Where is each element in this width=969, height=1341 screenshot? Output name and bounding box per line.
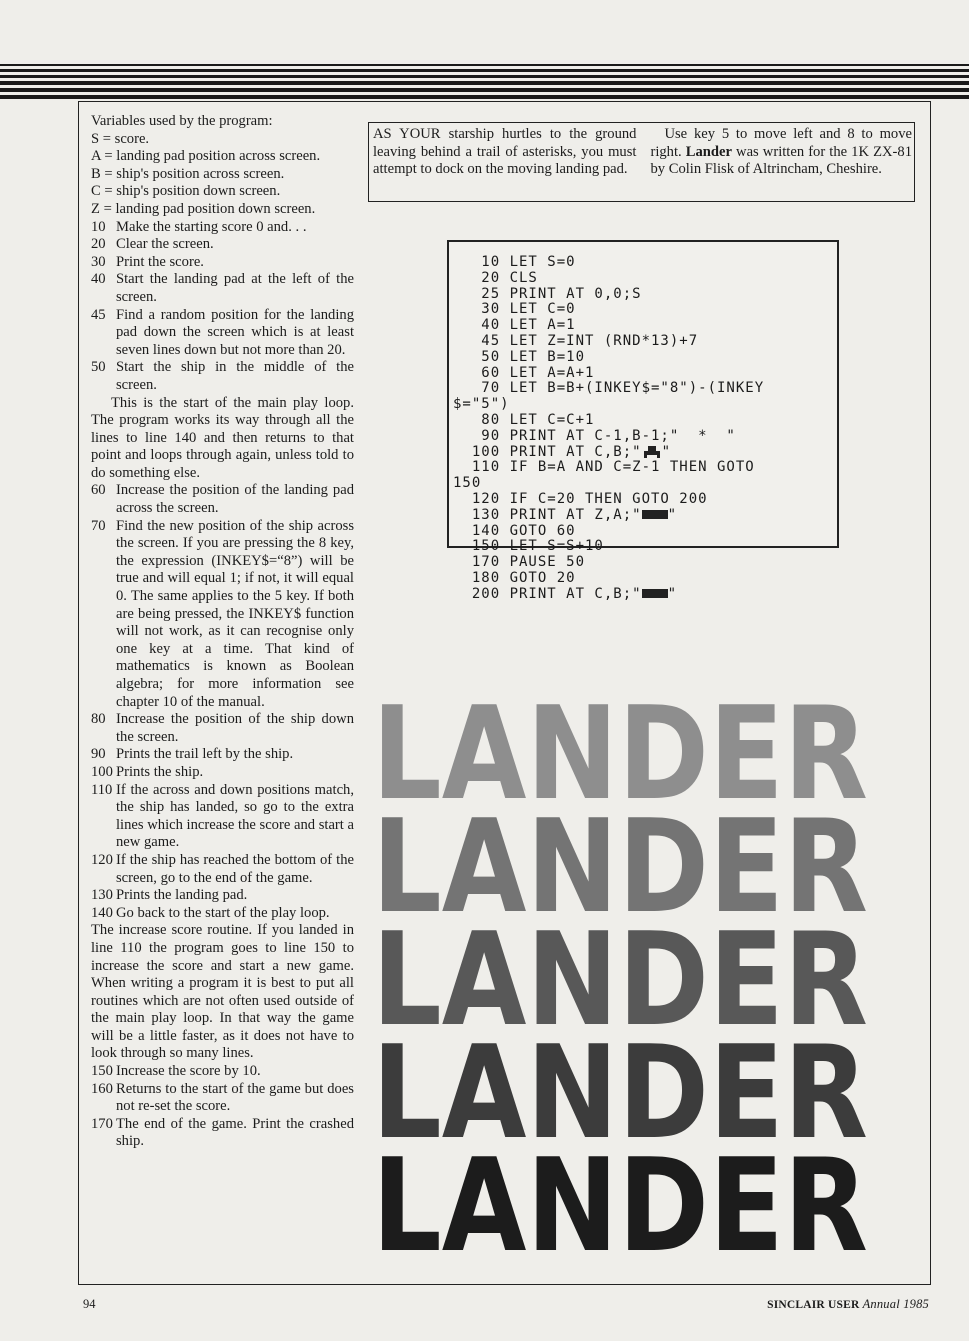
listing-line (453, 571, 827, 587)
listing-quote: " (661, 443, 672, 460)
loop-paragraph: This is the start of the main play loop. The program works its way through all the lines to line 140 and then returns to that point and loops through again, unless told to do something else. (91, 394, 354, 481)
intro-box (368, 122, 915, 202)
step-line-number: 60 (91, 482, 106, 499)
step-item (91, 905, 354, 923)
step-item (91, 518, 354, 712)
variables-heading: Variables used by the program: (91, 113, 273, 129)
listing-quote: " (667, 506, 678, 523)
intro-text: starship hurtles to the ground leaving behind a trail of asterisks, you must attempt to dock on the moving landing pad. (373, 126, 637, 178)
listing-line (453, 350, 827, 366)
listing-line (453, 587, 827, 603)
step-line-number: 20 (91, 236, 106, 253)
step-text: Increase the position of the landing pad across the screen. (116, 482, 354, 517)
listing-line (453, 508, 827, 524)
step-item (91, 1063, 354, 1081)
explanation-column (91, 113, 354, 1151)
listing-line (453, 539, 827, 555)
step-text: Go back to the start of the play loop. (116, 904, 330, 921)
step-item (91, 852, 354, 887)
step-line-number: 70 (91, 517, 106, 534)
listing-line (453, 381, 827, 397)
variable-definition: B = ship's position across screen. (91, 165, 285, 182)
listing-line-text: 170 PAUSE 50 (453, 554, 586, 571)
step-line-number: 130 (91, 887, 113, 904)
step-line-number: 50 (91, 359, 106, 376)
step-item (91, 887, 354, 905)
listing-quote: " (667, 585, 678, 602)
lander-title-row: LANDER (372, 1019, 868, 1168)
lander-title-row: LANDER (372, 1132, 868, 1281)
step-line-number: 40 (91, 271, 106, 288)
listing-line (453, 524, 827, 540)
listing-line-text: $="5") (453, 396, 510, 413)
variable-definition: S = score. (91, 130, 150, 147)
listing-line-text: 45 LET Z=INT (RND*13)+7 (453, 332, 699, 349)
variable-definition: A = landing pad position across screen. (91, 148, 321, 165)
step-text: Prints the trail left by the ship. (116, 746, 294, 763)
step-text: If the ship has reached the bottom of the screen, go to the end of the game. (116, 851, 354, 886)
page-number: 94 (83, 1297, 96, 1311)
listing-line (453, 271, 827, 287)
listing-line-text: 100 PRINT AT C,B;" (453, 443, 642, 460)
step-line-number: 110 (91, 781, 113, 798)
steps-list-b (91, 482, 354, 922)
listing-line-text: 20 CLS (453, 269, 538, 286)
program-listing (447, 240, 839, 602)
listing-line (453, 334, 827, 350)
lander-title-stack (372, 680, 872, 1281)
step-text: Find a random position for the landing pad down the screen which is at least seven lines down but not more than 20. (116, 306, 354, 358)
steps-list-a (91, 219, 354, 395)
step-item (91, 782, 354, 852)
listing-line (453, 413, 827, 429)
score-paragraph: The increase score routine. If you landed in line 110 the program goes to line 150 to increase the score and start a new game. When writing a program it is best to put all routines which are not often used outside of the main play loop. In that way the game will be a little faster, as it does not have to look through so many lines. (91, 922, 354, 1062)
landing-pad-glyph (642, 510, 668, 519)
top-rule-band (0, 64, 969, 106)
step-item (91, 254, 354, 272)
step-item (91, 236, 354, 254)
step-line-number: 45 (91, 306, 106, 323)
step-text: Increase the position of the ship down the screen. (116, 711, 354, 745)
step-item (91, 711, 354, 746)
author-text: was written for the 1K ZX-81 by Colin Flisk of Altrincham, Cheshire. (650, 143, 912, 178)
ship-graphic-glyph (642, 446, 662, 458)
step-item (91, 482, 354, 517)
step-text: The end of the game. Print the crashed ship. (116, 1115, 354, 1150)
listing-line (453, 460, 827, 476)
step-text: Start the landing pad at the left of the screen. (116, 271, 354, 305)
step-line-number: 150 (91, 1063, 113, 1080)
listing-line-text: 200 PRINT AT C,B;" (453, 585, 642, 602)
listing-line (453, 366, 827, 382)
step-line-number: 140 (91, 904, 113, 921)
steps-list-c (91, 1063, 354, 1151)
listing-line-text: 60 LET A=A+1 (453, 364, 595, 381)
listing-line-text: 10 LET S=0 (453, 254, 576, 270)
step-item (91, 764, 354, 782)
step-text: Start the ship in the middle of the screen. (116, 359, 354, 393)
listing-line-text: 110 IF B=A AND C=Z-1 THEN GOTO (453, 459, 755, 476)
listing-line-text: 180 GOTO 20 (453, 569, 576, 586)
step-text: Clear the screen. (116, 236, 214, 253)
lander-title-row: LANDER (372, 906, 868, 1055)
listing-line-text: 40 LET A=1 (453, 317, 576, 334)
listing-line-text: 50 LET B=10 (453, 348, 586, 365)
variable-definition: C = ship's position down screen. (91, 183, 281, 200)
listing-line-text: 150 LET S=S+10 (453, 538, 604, 555)
listing-line (453, 397, 827, 413)
step-text: Find the new position of the ship across the screen. If you are pressing the 8 key, the expression (INKEY$=“8”) will be true and will equal 1; if not, it will equal 0. The same applies to the 5 key. If both are being pressed, the INKEY$ function will not work, as it can recognise only one key at a time. That kind of mathematics is known as Boolean algebra; for more information see chapter 10 of the manual. (116, 517, 354, 710)
listing-line (453, 555, 827, 571)
step-item (91, 746, 354, 764)
listing-line (453, 429, 827, 445)
step-text: Make the starting score 0 and. . . (116, 218, 307, 235)
step-text: Print the score. (116, 253, 204, 270)
variable-definition: Z = landing pad position down screen. (91, 200, 316, 217)
step-item (91, 271, 354, 306)
listing-line (453, 492, 827, 508)
issue-label: Annual 1985 (862, 1297, 929, 1311)
step-line-number: 120 (91, 851, 113, 868)
step-line-number: 90 (91, 746, 106, 763)
listing-line (453, 255, 827, 271)
listing-line-text: 120 IF C=20 THEN GOTO 200 (453, 490, 708, 507)
magazine-footer (767, 1297, 929, 1312)
listing-line-text: 150 (453, 475, 482, 492)
step-line-number: 30 (91, 253, 106, 270)
listing-line-text: 130 PRINT AT Z,A;" (453, 506, 642, 523)
listing-line (453, 287, 827, 303)
listing-line (453, 318, 827, 334)
crashed-ship-glyph (642, 589, 668, 598)
step-line-number: 100 (91, 763, 113, 780)
listing-line-text: 25 PRINT AT 0,0;S (453, 285, 642, 302)
listing-line-text: 30 LET C=0 (453, 301, 576, 318)
step-item (91, 219, 354, 237)
intro-column-2 (642, 123, 914, 201)
intro-lead: AS YOUR (373, 126, 441, 142)
step-line-number: 170 (91, 1115, 113, 1132)
listing-line (453, 445, 827, 461)
intro-column-1 (369, 123, 642, 201)
listing-line (453, 476, 827, 492)
step-text: Prints the ship. (116, 763, 204, 780)
step-item (91, 1081, 354, 1116)
step-text: Returns to the start of the game but does not re-set the score. (116, 1080, 354, 1115)
listing-line-text: 70 LET B=B+(INKEY$="8")-(INKEY (453, 380, 765, 397)
step-text: Prints the landing pad. (116, 887, 248, 904)
step-item (91, 359, 354, 394)
step-text: Increase the score by 10. (116, 1063, 261, 1080)
listing-line-text: 80 LET C=C+1 (453, 411, 595, 428)
step-text: If the across and down positions match, the ship has landed, so go to the extra lines which increase the score and start a new game. (116, 781, 354, 851)
step-line-number: 80 (91, 711, 106, 728)
controls-text: Use key 5 to move left and 8 to move right. (650, 126, 912, 160)
listing-line-text: 90 PRINT AT C-1,B-1;" * " (453, 427, 736, 444)
magazine-name: SINCLAIR USER (767, 1299, 860, 1311)
listing-line-text: 140 GOTO 60 (453, 522, 576, 539)
step-line-number: 160 (91, 1080, 113, 1097)
step-item (91, 1116, 354, 1151)
lander-title-row: LANDER (372, 793, 868, 942)
listing-line (453, 302, 827, 318)
variables-list (91, 131, 354, 219)
step-line-number: 10 (91, 218, 106, 235)
step-item (91, 307, 354, 360)
lander-title-row: LANDER (372, 680, 868, 829)
program-name: Lander (685, 143, 732, 160)
